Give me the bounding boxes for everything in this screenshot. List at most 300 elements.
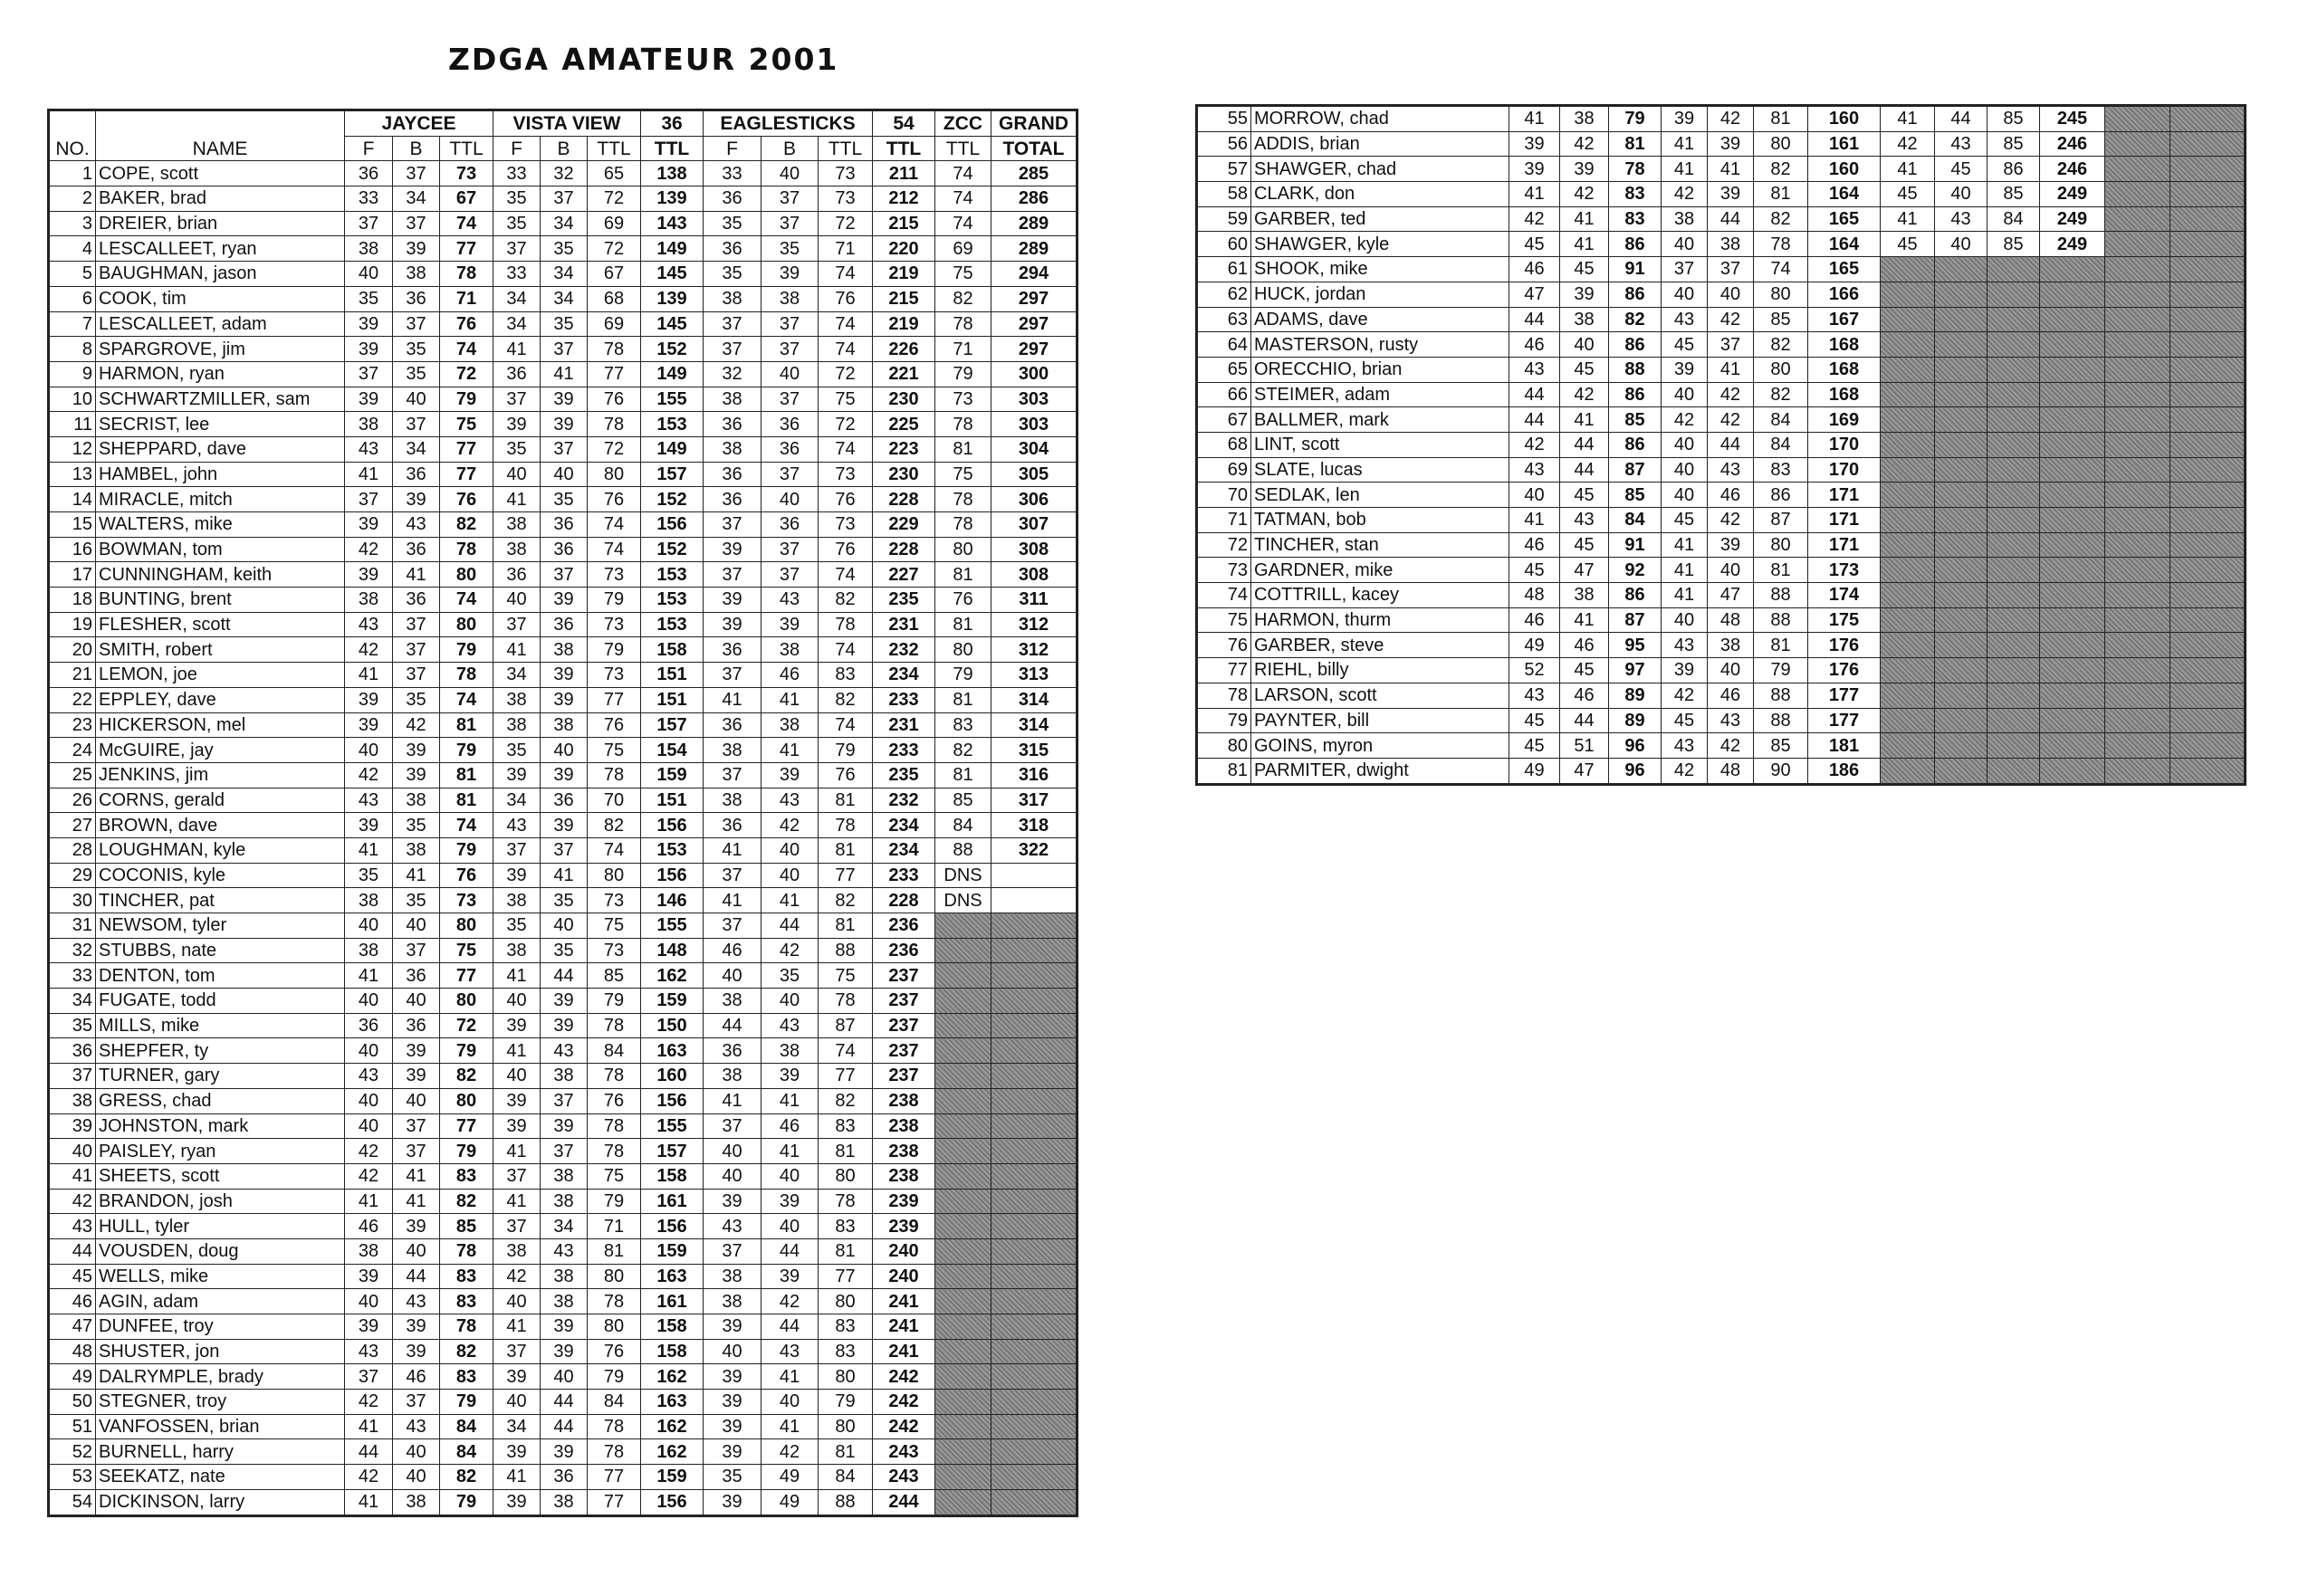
eagle-back: 43: [761, 788, 819, 813]
vista-total: 75: [588, 738, 641, 763]
total-36: 159: [641, 1465, 704, 1490]
eagle-back: 38: [761, 286, 819, 311]
vista-total: 80: [588, 1264, 641, 1289]
jaycee-front: 45: [1509, 733, 1560, 759]
vista-total: 70: [588, 788, 641, 813]
vista-back: 40: [1708, 558, 1754, 583]
shaded-cell: [2105, 683, 2170, 708]
eagle-back: 37: [761, 462, 819, 487]
eagle-front: 39: [704, 1439, 761, 1465]
vista-back: 38: [541, 637, 588, 663]
player-name: FUGATE, todd: [96, 989, 345, 1014]
total-36: 154: [641, 738, 704, 763]
jaycee-total: 78: [440, 262, 493, 287]
shaded-cell: [1935, 407, 1988, 433]
vista-total: 78: [1754, 232, 1808, 257]
vista-front: 33: [493, 262, 541, 287]
shaded-cell: [2170, 282, 2246, 307]
eagle-total: 82: [819, 588, 873, 613]
jaycee-front: 45: [1509, 708, 1560, 733]
vista-back: 39: [541, 1314, 588, 1340]
total-36: 174: [1808, 583, 1881, 608]
player-number: 25: [49, 762, 96, 788]
jaycee-total: 79: [1609, 106, 1662, 132]
shaded-cell: [2040, 357, 2105, 382]
vista-back: 38: [1708, 633, 1754, 658]
eagle-back: 40: [761, 863, 819, 888]
eagle-total: 78: [819, 612, 873, 637]
eagle-front: 37: [704, 913, 761, 939]
shaded-cell: [1935, 332, 1988, 358]
eagle-total: 75: [819, 963, 873, 989]
vista-front: 37: [493, 837, 541, 863]
eagle-total: 73: [819, 186, 873, 212]
table-row: [1197, 131, 2246, 157]
jaycee-front: 35: [345, 286, 393, 311]
shaded-cell: [2170, 407, 2246, 433]
player-name: BALLMER, mark: [1251, 407, 1509, 433]
player-number: 41: [49, 1163, 96, 1189]
eagle-back: 49: [761, 1489, 819, 1515]
jaycee-front: 39: [345, 687, 393, 712]
vista-front: 34: [493, 663, 541, 688]
jaycee-back: 43: [393, 1289, 440, 1314]
player-number: 44: [49, 1238, 96, 1264]
grand-total: 297: [991, 311, 1078, 337]
vista-front: 40: [1662, 382, 1708, 407]
vista-front: 39: [493, 762, 541, 788]
grand-total: 304: [991, 436, 1078, 462]
jaycee-front: 37: [345, 1364, 393, 1390]
table-row: [49, 1064, 1078, 1089]
eagle-front: 39: [704, 1314, 761, 1340]
zcc-total: 81: [935, 436, 991, 462]
shaded-cell: [935, 1489, 991, 1515]
shaded-cell: [1881, 432, 1935, 457]
jaycee-front: 43: [345, 436, 393, 462]
vista-back: 43: [541, 1038, 588, 1064]
jaycee-front: 40: [345, 1289, 393, 1314]
total-54: 211: [873, 161, 935, 186]
eagle-front: 37: [704, 863, 761, 888]
vista-front: 41: [493, 1189, 541, 1214]
header-front: F: [345, 136, 393, 161]
eagle-front: 40: [704, 1139, 761, 1164]
header-total: TTL: [588, 136, 641, 161]
vista-front: 41: [493, 637, 541, 663]
jaycee-front: 33: [345, 186, 393, 212]
vista-front: 37: [493, 1163, 541, 1189]
total-36: 161: [641, 1289, 704, 1314]
vista-back: 44: [541, 963, 588, 989]
vista-back: 39: [1708, 532, 1754, 558]
jaycee-total: 78: [440, 663, 493, 688]
shaded-cell: [1988, 307, 2040, 332]
jaycee-back: 39: [393, 236, 440, 262]
player-number: 80: [1197, 733, 1251, 759]
total-54: 231: [873, 612, 935, 637]
jaycee-front: 46: [1509, 532, 1560, 558]
eagle-back: 36: [761, 436, 819, 462]
vista-back: 39: [541, 1339, 588, 1364]
jaycee-back: 46: [1560, 683, 1609, 708]
shaded-cell: [1935, 733, 1988, 759]
table-row: [49, 1238, 1078, 1264]
shaded-cell: [1988, 683, 2040, 708]
eagle-total: 75: [819, 387, 873, 412]
eagle-front: 38: [704, 989, 761, 1014]
shaded-cell: [1881, 658, 1935, 683]
player-number: 55: [1197, 106, 1251, 132]
shaded-cell: [1935, 457, 1988, 483]
jaycee-front: 44: [345, 1439, 393, 1465]
eagle-front: 46: [704, 938, 761, 963]
vista-back: 47: [1708, 583, 1754, 608]
vista-back: 34: [541, 211, 588, 236]
jaycee-total: 74: [440, 687, 493, 712]
jaycee-front: 41: [345, 462, 393, 487]
total-36: 170: [1808, 432, 1881, 457]
shaded-cell: [1988, 658, 2040, 683]
jaycee-total: 89: [1609, 708, 1662, 733]
total-36: 169: [1808, 407, 1881, 433]
vista-front: 40: [1662, 457, 1708, 483]
vista-front: 40: [1662, 432, 1708, 457]
eagle-front: 45: [1881, 232, 1935, 257]
shaded-cell: [2170, 758, 2246, 784]
vista-front: 34: [493, 1414, 541, 1439]
jaycee-total: 82: [1609, 307, 1662, 332]
player-name: HAMBEL, john: [96, 462, 345, 487]
total-54: 237: [873, 963, 935, 989]
grand-total: 289: [991, 211, 1078, 236]
total-54: 242: [873, 1390, 935, 1415]
vista-front: 42: [1662, 758, 1708, 784]
jaycee-front: 44: [1509, 407, 1560, 433]
eagle-total: 84: [1988, 206, 2040, 232]
vista-total: 81: [1754, 182, 1808, 207]
vista-front: 35: [493, 913, 541, 939]
total-36: 163: [641, 1390, 704, 1415]
table-row: [49, 537, 1078, 562]
jaycee-total: 78: [440, 1238, 493, 1264]
table-row: [49, 436, 1078, 462]
shaded-cell: [1988, 382, 2040, 407]
player-name: COCONIS, kyle: [96, 863, 345, 888]
vista-front: 39: [493, 1489, 541, 1515]
shaded-cell: [935, 1289, 991, 1314]
jaycee-front: 45: [1509, 558, 1560, 583]
jaycee-total: 75: [440, 938, 493, 963]
vista-total: 82: [1754, 382, 1808, 407]
eagle-back: 39: [761, 1189, 819, 1214]
player-name: DENTON, tom: [96, 963, 345, 989]
eagle-total: 79: [819, 1390, 873, 1415]
total-54: 221: [873, 361, 935, 387]
table-row: [49, 712, 1078, 738]
jaycee-front: 43: [345, 612, 393, 637]
jaycee-back: 38: [393, 837, 440, 863]
grand-total: 294: [991, 262, 1078, 287]
shaded-cell: [2105, 658, 2170, 683]
total-36: 168: [1808, 382, 1881, 407]
total-36: 138: [641, 161, 704, 186]
jaycee-back: 47: [1560, 758, 1609, 784]
vista-total: 73: [588, 562, 641, 588]
zcc-total: DNS: [935, 863, 991, 888]
grand-total: 303: [991, 387, 1078, 412]
total-36: 152: [641, 337, 704, 362]
vista-total: 78: [588, 1414, 641, 1439]
total-36: 158: [641, 1339, 704, 1364]
table-row: [49, 412, 1078, 437]
eagle-total: 83: [819, 1314, 873, 1340]
total-36: 163: [641, 1264, 704, 1289]
eagle-back: 40: [761, 161, 819, 186]
jaycee-back: 39: [1560, 157, 1609, 182]
shaded-cell: [935, 1113, 991, 1139]
table-row: [49, 1163, 1078, 1189]
eagle-front: 42: [1881, 131, 1935, 157]
player-number: 76: [1197, 633, 1251, 658]
player-number: 30: [49, 888, 96, 913]
shaded-cell: [991, 1189, 1078, 1214]
jaycee-total: 73: [440, 888, 493, 913]
results-body-right: [1197, 106, 2246, 785]
player-number: 17: [49, 562, 96, 588]
jaycee-back: 41: [393, 1189, 440, 1214]
total-36: 151: [641, 687, 704, 712]
jaycee-total: 80: [440, 1088, 493, 1113]
zcc-total: 73: [935, 387, 991, 412]
shaded-cell: [2105, 332, 2170, 358]
vista-front: 34: [493, 788, 541, 813]
eagle-front: 41: [1881, 157, 1935, 182]
eagle-total: 71: [819, 236, 873, 262]
table-row: [49, 361, 1078, 387]
zcc-total: 81: [935, 612, 991, 637]
vista-back: 43: [1708, 457, 1754, 483]
jaycee-total: 84: [1609, 508, 1662, 533]
grand-total: 322: [991, 837, 1078, 863]
eagle-total: 83: [819, 663, 873, 688]
player-name: WALTERS, mike: [96, 512, 345, 538]
vista-front: 35: [493, 436, 541, 462]
shaded-cell: [1988, 633, 2040, 658]
jaycee-total: 86: [1609, 432, 1662, 457]
player-number: 16: [49, 537, 96, 562]
vista-front: 40: [1662, 483, 1708, 508]
vista-back: 40: [1708, 658, 1754, 683]
zcc-total: 81: [935, 762, 991, 788]
vista-front: 38: [493, 888, 541, 913]
shaded-cell: [1881, 332, 1935, 358]
total-54: 246: [2040, 157, 2105, 182]
eagle-total: 72: [819, 361, 873, 387]
grand-total: 285: [991, 161, 1078, 186]
grand-total: 311: [991, 588, 1078, 613]
vista-total: 83: [1754, 457, 1808, 483]
table-row: [49, 687, 1078, 712]
total-36: 162: [641, 1414, 704, 1439]
vista-back: 34: [541, 262, 588, 287]
player-name: LESCALLEET, adam: [96, 311, 345, 337]
total-54: 244: [873, 1489, 935, 1515]
player-number: 9: [49, 361, 96, 387]
jaycee-front: 38: [345, 938, 393, 963]
zcc-total: 71: [935, 337, 991, 362]
header-back: B: [761, 136, 819, 161]
shaded-cell: [2040, 508, 2105, 533]
vista-front: 37: [493, 236, 541, 262]
shaded-cell: [2170, 106, 2246, 132]
vista-front: 45: [1662, 332, 1708, 358]
shaded-cell: [2170, 633, 2246, 658]
jaycee-front: 41: [1509, 182, 1560, 207]
vista-total: 72: [588, 436, 641, 462]
shaded-cell: [1881, 532, 1935, 558]
shaded-cell: [1988, 708, 2040, 733]
total-36: 153: [641, 412, 704, 437]
total-36: 165: [1808, 206, 1881, 232]
vista-back: 40: [541, 913, 588, 939]
vista-back: 48: [1708, 758, 1754, 784]
eagle-front: 36: [704, 412, 761, 437]
player-name: FLESHER, scott: [96, 612, 345, 637]
vista-back: 36: [541, 537, 588, 562]
vista-back: 43: [541, 1238, 588, 1264]
grand-total: 305: [991, 462, 1078, 487]
vista-back: 38: [541, 1064, 588, 1089]
jaycee-total: 72: [440, 361, 493, 387]
vista-back: 34: [541, 1214, 588, 1239]
shaded-cell: [2040, 407, 2105, 433]
jaycee-front: 36: [345, 161, 393, 186]
jaycee-total: 79: [440, 1489, 493, 1515]
shaded-cell: [2040, 457, 2105, 483]
zcc-total: 75: [935, 462, 991, 487]
table-row: [49, 487, 1078, 512]
jaycee-back: 44: [393, 1264, 440, 1289]
player-name: BAKER, brad: [96, 186, 345, 212]
jaycee-front: 40: [345, 262, 393, 287]
jaycee-front: 41: [345, 837, 393, 863]
table-row: [1197, 157, 2246, 182]
eagle-front: 38: [704, 436, 761, 462]
table-row: [49, 1088, 1078, 1113]
shaded-cell: [2105, 282, 2170, 307]
player-number: 61: [1197, 257, 1251, 282]
vista-front: 39: [493, 1113, 541, 1139]
eagle-front: 35: [704, 211, 761, 236]
eagle-total: 77: [819, 1064, 873, 1089]
vista-total: 69: [588, 311, 641, 337]
jaycee-total: 74: [440, 588, 493, 613]
player-name: McGUIRE, jay: [96, 738, 345, 763]
vista-back: 37: [541, 186, 588, 212]
eagle-total: 74: [819, 712, 873, 738]
player-name: HICKERSON, mel: [96, 712, 345, 738]
player-number: 79: [1197, 708, 1251, 733]
jaycee-front: 40: [345, 738, 393, 763]
eagle-front: 41: [1881, 206, 1935, 232]
player-name: LEMON, joe: [96, 663, 345, 688]
player-number: 50: [49, 1390, 96, 1415]
player-name: COTTRILL, kacey: [1251, 583, 1509, 608]
jaycee-front: 39: [345, 311, 393, 337]
table-row: [49, 1189, 1078, 1214]
total-54: 228: [873, 537, 935, 562]
eagle-back: 38: [761, 1038, 819, 1064]
shaded-cell: [1988, 607, 2040, 633]
shaded-cell: [2170, 157, 2246, 182]
jaycee-total: 91: [1609, 257, 1662, 282]
jaycee-back: 35: [393, 888, 440, 913]
shaded-cell: [1881, 683, 1935, 708]
eagle-front: 32: [704, 361, 761, 387]
table-row: [49, 788, 1078, 813]
eagle-back: 42: [761, 938, 819, 963]
jaycee-total: 91: [1609, 532, 1662, 558]
vista-front: 43: [1662, 307, 1708, 332]
eagle-total: 77: [819, 863, 873, 888]
total-54: 234: [873, 813, 935, 838]
vista-total: 88: [1754, 607, 1808, 633]
total-54: 227: [873, 562, 935, 588]
player-number: 56: [1197, 131, 1251, 157]
vista-total: 73: [588, 663, 641, 688]
player-number: 48: [49, 1339, 96, 1364]
eagle-back: 43: [1935, 131, 1988, 157]
eagle-total: 84: [819, 1465, 873, 1490]
player-number: 7: [49, 311, 96, 337]
eagle-back: 38: [761, 712, 819, 738]
player-name: ADDIS, brian: [1251, 131, 1509, 157]
player-name: BUNTING, brent: [96, 588, 345, 613]
jaycee-back: 38: [393, 1489, 440, 1515]
jaycee-back: 35: [393, 813, 440, 838]
jaycee-total: 82: [440, 1064, 493, 1089]
jaycee-back: 45: [1560, 357, 1609, 382]
jaycee-front: 43: [345, 1339, 393, 1364]
vista-total: 76: [588, 712, 641, 738]
total-36: 156: [641, 512, 704, 538]
jaycee-front: 36: [345, 1013, 393, 1038]
table-row: [1197, 307, 2246, 332]
player-name: NEWSOM, tyler: [96, 913, 345, 939]
shaded-cell: [2105, 708, 2170, 733]
table-row: [49, 1038, 1078, 1064]
player-name: EPPLEY, dave: [96, 687, 345, 712]
table-row: [1197, 583, 2246, 608]
vista-back: 35: [541, 938, 588, 963]
jaycee-back: 43: [1560, 508, 1609, 533]
jaycee-total: 82: [440, 1339, 493, 1364]
eagle-front: 39: [704, 1364, 761, 1390]
jaycee-total: 86: [1609, 282, 1662, 307]
shaded-cell: [2105, 633, 2170, 658]
total-54: 241: [873, 1289, 935, 1314]
total-54: 238: [873, 1113, 935, 1139]
table-row: [49, 963, 1078, 989]
table-row: [1197, 733, 2246, 759]
total-36: 165: [1808, 257, 1881, 282]
vista-back: 35: [541, 311, 588, 337]
player-name: SHAWGER, kyle: [1251, 232, 1509, 257]
shaded-cell: [2040, 257, 2105, 282]
eagle-total: 76: [819, 537, 873, 562]
shaded-cell: [935, 1238, 991, 1264]
